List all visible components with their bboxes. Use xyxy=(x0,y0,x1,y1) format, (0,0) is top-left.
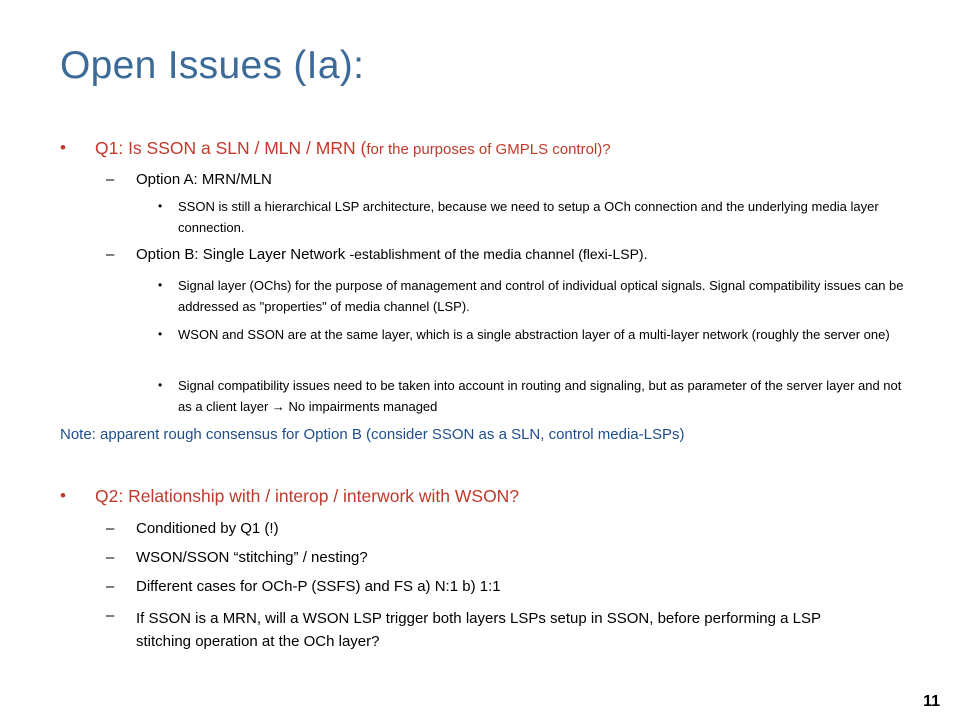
page-number: 11 xyxy=(923,693,940,710)
q2-subitem-text: If SSON is a MRN, will a WSON LSP trigger both layers LSPs setup in SSON, before performing a LSP stitching operation at the OCh layer? xyxy=(136,610,821,650)
dash-icon: – xyxy=(106,246,115,263)
option-a-label: Option A: MRN/MLN xyxy=(136,171,272,188)
dash-icon: – xyxy=(106,578,115,595)
q2-text: Q2: Relationship with / interop / interwork with WSON? xyxy=(95,486,520,506)
option-a-subitem-text: SSON is still a hierarchical LSP architecture, because we need to setup a OCh connection and the underlying media layer connection. xyxy=(178,199,879,235)
dash-icon: – xyxy=(106,607,115,624)
q2-subitem-text: Different cases for OCh-P (SSFS) and FS a) N:1 b) 1:1 xyxy=(136,578,501,595)
dash-icon: – xyxy=(106,171,115,188)
q1-main-small: for the purposes of GMPLS control)? xyxy=(366,141,611,158)
slide-title: Open Issues (Ia): xyxy=(60,44,365,87)
bullet-icon: • xyxy=(158,378,163,392)
q1-main: Q1: Is SSON a SLN / MLN / MRN ( xyxy=(95,138,367,158)
q2-subitem-text: Conditioned by Q1 (!) xyxy=(136,520,279,537)
bullet-icon: • xyxy=(158,327,163,341)
option-b-subitem-text: Signal layer (OChs) for the purpose of management and control of individual optical signals. Signal compatibility issues can be addressed as "properties" of media channel (LSP). xyxy=(178,278,904,314)
option-b-subitem-text: Signal compatibility issues need to be taken into account in routing and signaling, but as parameter of the server layer and not as a client layer → No impairments managed xyxy=(178,378,902,414)
consensus-note: Note: apparent rough consensus for Option B (consider SSON as a SLN, control media-LSPs) xyxy=(60,426,685,443)
bullet-icon: • xyxy=(60,138,66,157)
bullet-icon: • xyxy=(158,278,163,292)
q1-text xyxy=(95,138,611,159)
bullet-icon: • xyxy=(158,199,163,213)
option-b-text xyxy=(136,246,647,263)
dash-icon: – xyxy=(106,549,115,566)
dash-icon: – xyxy=(106,520,115,537)
option-b-subitem-text: WSON and SSON are at the same layer, which is a single abstraction layer of a multi-layer network (roughly the server one) xyxy=(178,327,890,342)
bullet-icon: • xyxy=(60,486,66,505)
option-b-label-small: -establishment of the media channel (flexi-LSP). xyxy=(349,246,648,262)
option-b-label: Option B: Single Layer Network xyxy=(136,246,350,263)
q2-subitem-text: WSON/SSON “stitching” / nesting? xyxy=(136,549,368,566)
